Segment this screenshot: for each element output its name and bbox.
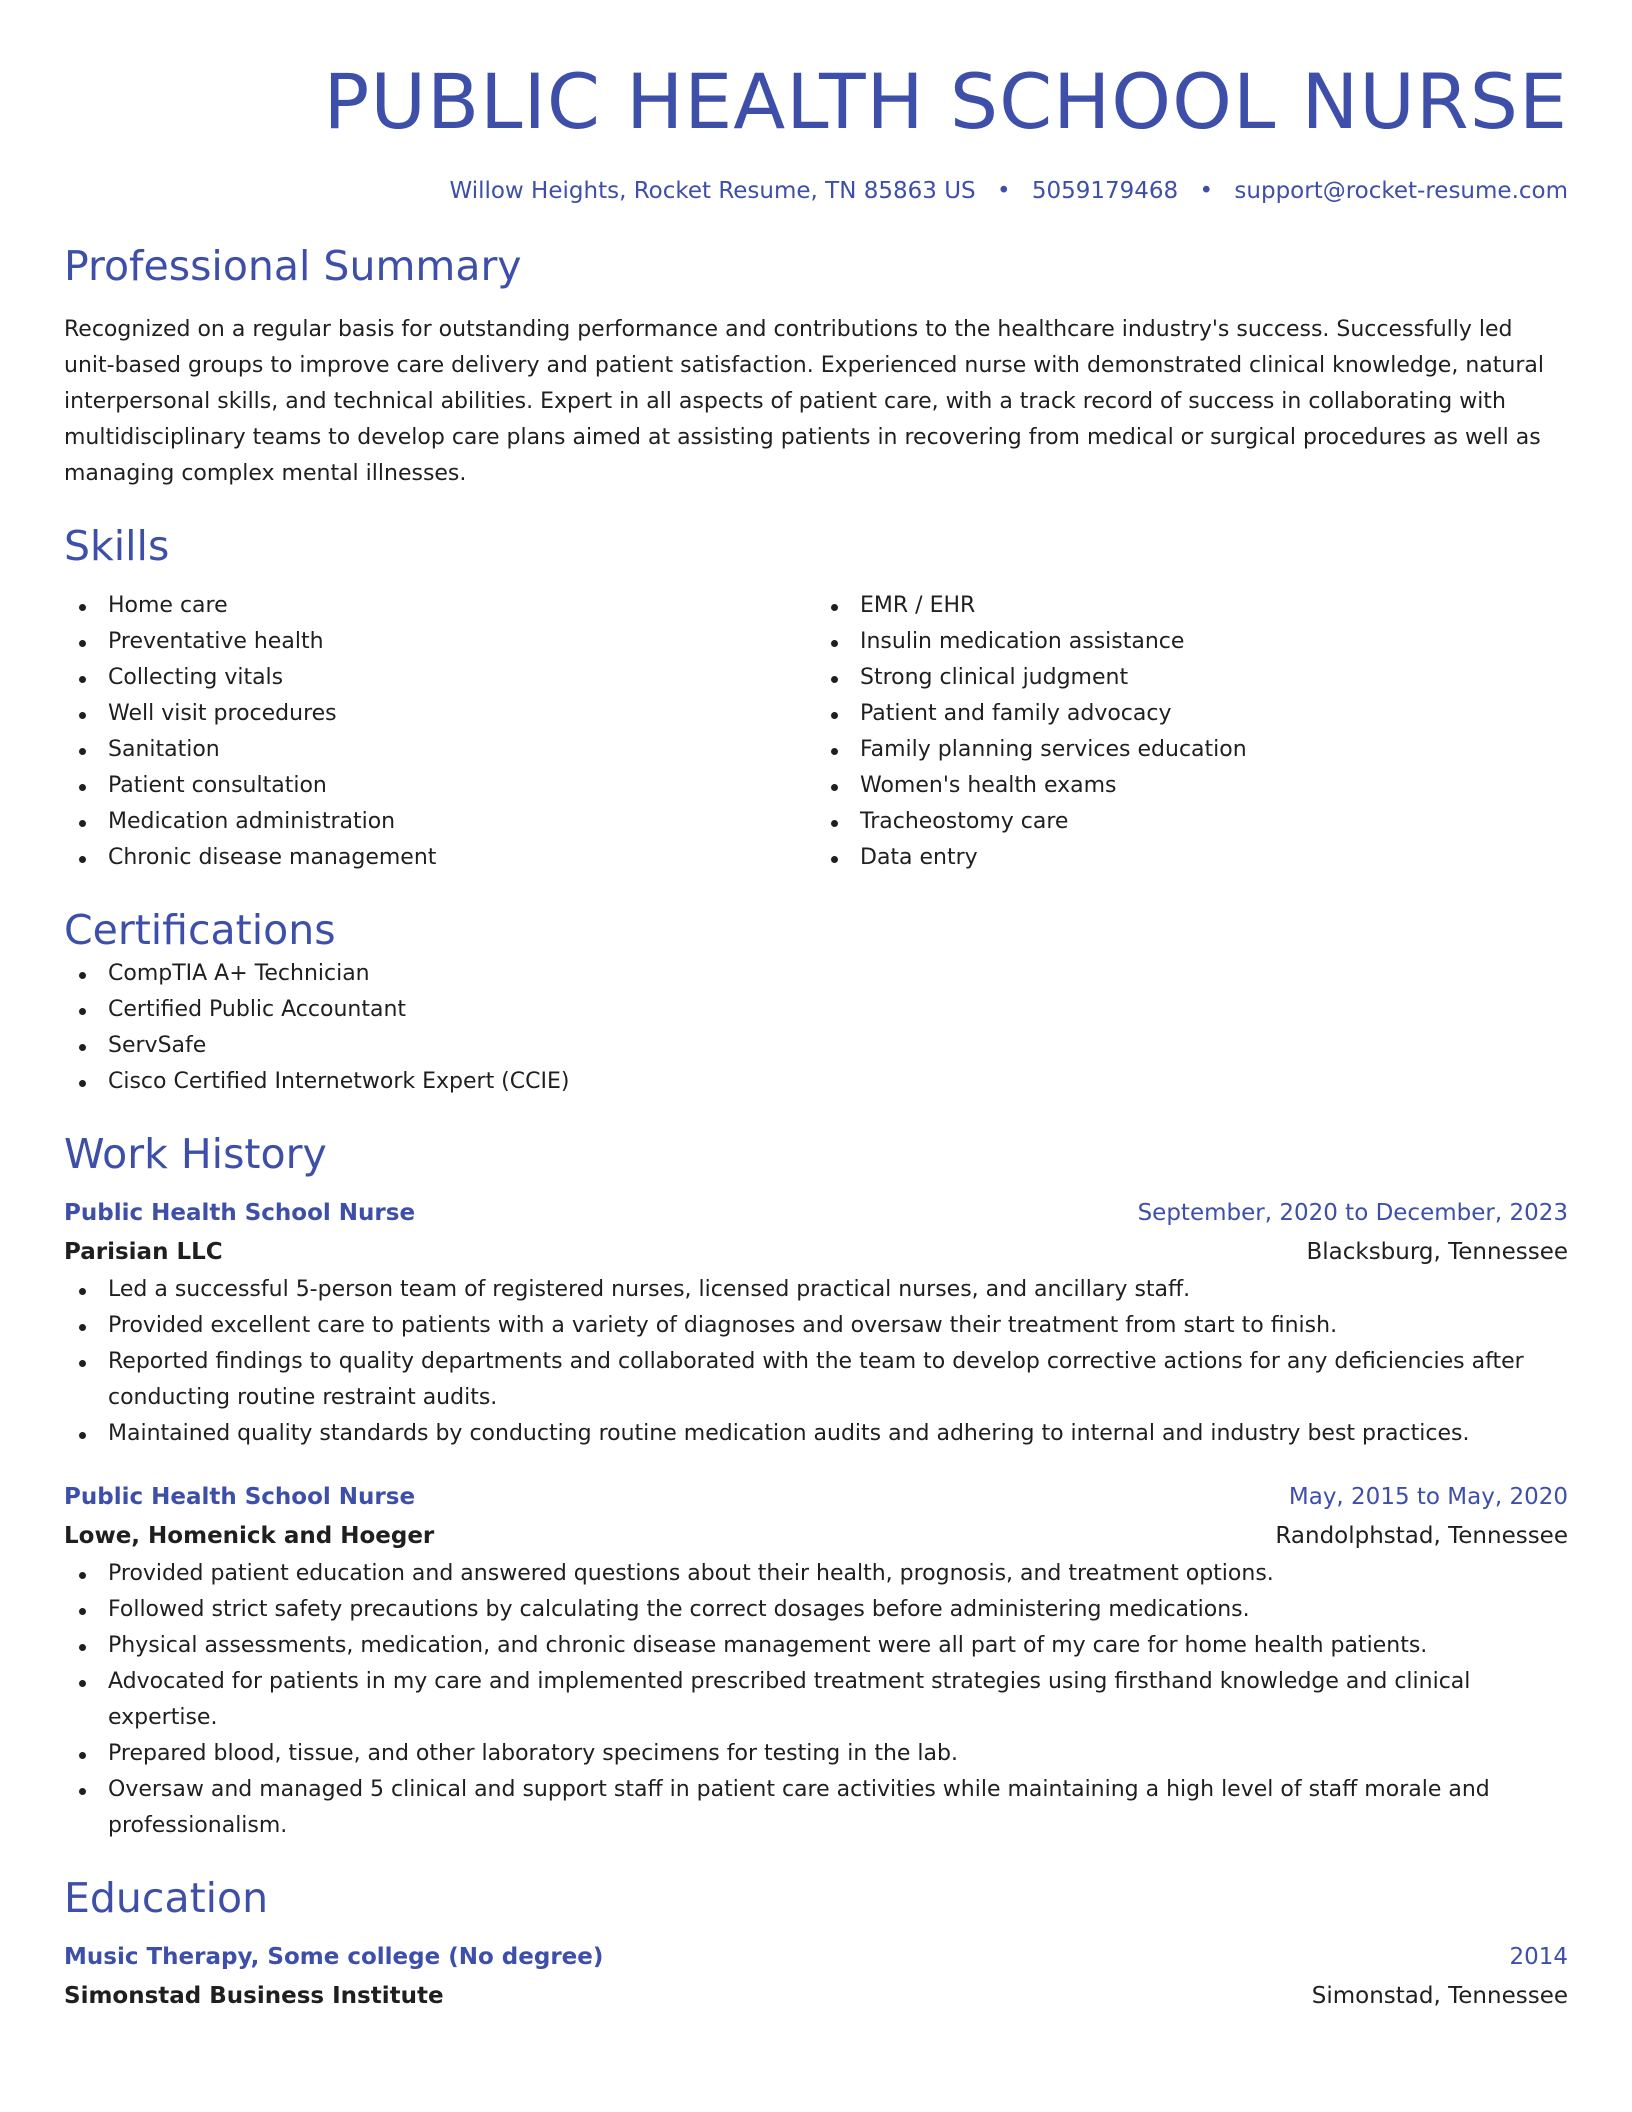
job-subheader [64, 1516, 1568, 1556]
contact-phone: 5059179468 [1031, 178, 1179, 204]
skill-item: Tracheostomy care [816, 804, 1568, 840]
job-title: Public Health School Nurse [64, 1200, 416, 1226]
skill-item: Family planning services education [816, 732, 1568, 768]
skill-item: Chronic disease management [64, 840, 816, 876]
skill-item: Patient consultation [64, 768, 816, 804]
job-bullet: Physical assessments, medication, and chronic disease management were all part of my care for home health patients. [64, 1628, 1568, 1664]
education-degree: Music Therapy, Some college (No degree) [64, 1944, 604, 1970]
job-header [64, 1194, 1568, 1232]
job-title: Public Health School Nurse [64, 1484, 416, 1510]
skill-item: Insulin medication assistance [816, 624, 1568, 660]
job-entry [64, 1194, 1568, 1452]
job-bullet: Followed strict safety precautions by calculating the correct dosages before administering medications. [64, 1592, 1568, 1628]
section-title-skills: Skills [64, 522, 170, 570]
education-location: Simonstad, Tennessee [1311, 1983, 1568, 2009]
section-title-work-history: Work History [64, 1130, 327, 1178]
job-bullet: Oversaw and managed 5 clinical and support staff in patient care activities while maintaining a high level of staff morale and professionalism. [64, 1772, 1568, 1844]
skills-list [64, 588, 1568, 876]
skill-item: Patient and family advocacy [816, 696, 1568, 732]
skills-column-right [816, 588, 1568, 876]
job-bullet: Led a successful 5-person team of registered nurses, licensed practical nurses, and ancillary staff. [64, 1272, 1568, 1308]
skill-item: EMR / EHR [816, 588, 1568, 624]
certification-item: Certified Public Accountant [64, 992, 1568, 1028]
contact-email: support@rocket-resume.com [1234, 178, 1568, 204]
job-entry [64, 1478, 1568, 1844]
job-bullet: Prepared blood, tissue, and other laboratory specimens for testing in the lab. [64, 1736, 1568, 1772]
education-year: 2014 [1509, 1944, 1568, 1970]
job-company: Lowe, Homenick and Hoeger [64, 1523, 435, 1549]
skill-item: Home care [64, 588, 816, 624]
certification-item: ServSafe [64, 1028, 1568, 1064]
job-dates: May, 2015 to May, 2020 [1288, 1484, 1568, 1510]
skills-column-left [64, 588, 816, 876]
summary-text: Recognized on a regular basis for outstanding performance and contributions to the healthcare industry's success. Successfully led unit-based groups to improve care delivery and patient satisfaction. Experienced nurse with demonstrated clinical knowledge, natural interpersonal skills, and technical abilities. Expert in all aspects of patient care, with a track record of success in collaborating with multidisciplinary teams to develop care plans aimed at assisting patients in recovering from medical or surgical procedures as well as managing complex mental illnesses. [64, 317, 1544, 486]
certification-item: CompTIA A+ Technician [64, 956, 1568, 992]
skill-item: Medication administration [64, 804, 816, 840]
job-bullets [64, 1556, 1568, 1844]
job-bullet: Provided excellent care to patients with a variety of diagnoses and oversaw their treatment from start to finish. [64, 1308, 1568, 1344]
job-bullet: Advocated for patients in my care and implemented prescribed treatment strategies using firsthand knowledge and clinical expertise. [64, 1664, 1568, 1736]
contact-separator: • [996, 178, 1011, 204]
section-title-summary: Professional Summary [64, 242, 522, 290]
education-header [64, 1938, 1568, 1976]
section-title-education: Education [64, 1874, 269, 1922]
job-subheader [64, 1232, 1568, 1272]
skill-item: Well visit procedures [64, 696, 816, 732]
skill-item: Preventative health [64, 624, 816, 660]
skill-item: Women's health exams [816, 768, 1568, 804]
skill-item: Data entry [816, 840, 1568, 876]
job-bullet: Reported findings to quality departments and collaborated with the team to develop corrective actions for any deficiencies after conducting routine restraint audits. [64, 1344, 1568, 1416]
job-header [64, 1478, 1568, 1516]
skill-item: Collecting vitals [64, 660, 816, 696]
contact-separator: • [1199, 178, 1214, 204]
job-dates: September, 2020 to December, 2023 [1137, 1200, 1568, 1226]
certifications-list [64, 956, 1568, 1100]
skill-item: Strong clinical judgment [816, 660, 1568, 696]
education-subheader [64, 1976, 1568, 2016]
job-bullets [64, 1272, 1568, 1452]
candidate-name: PUBLIC HEALTH SCHOOL NURSE [323, 57, 1568, 146]
job-bullet: Maintained quality standards by conducting routine medication audits and adhering to internal and industry best practices. [64, 1416, 1568, 1452]
education-school: Simonstad Business Institute [64, 1983, 444, 2009]
job-company: Parisian LLC [64, 1239, 223, 1265]
job-location: Randolphstad, Tennessee [1275, 1523, 1568, 1549]
job-location: Blacksburg, Tennessee [1306, 1239, 1568, 1265]
contact-line [64, 176, 1568, 206]
certification-item: Cisco Certified Internetwork Expert (CCIE) [64, 1064, 1568, 1100]
section-title-certifications: Certifications [64, 906, 336, 954]
contact-address: Willow Heights, Rocket Resume, TN 85863 US [449, 178, 976, 204]
skill-item: Sanitation [64, 732, 816, 768]
job-bullet: Provided patient education and answered questions about their health, prognosis, and treatment options. [64, 1556, 1568, 1592]
education-entry [64, 1938, 1568, 2016]
